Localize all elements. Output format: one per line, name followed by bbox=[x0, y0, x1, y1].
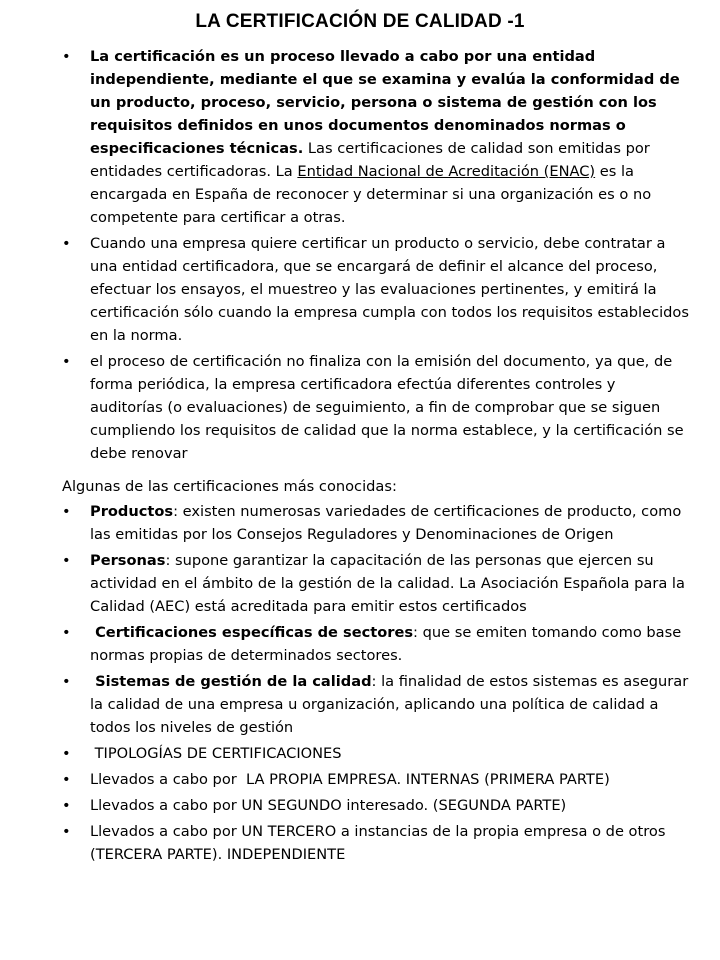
bullet-icon: • bbox=[62, 624, 71, 641]
list-item bbox=[62, 820, 692, 866]
renewal-text: el proceso de certificación no finaliza con la emisión del documento, ya que, de forma periódica, la empresa certificadora efectúa diferentes controles y auditorías (o evaluaciones) de seguimiento, a fin de comprobar que se siguen cumpliendo los requisitos de calidad que la norma establece, y la certificación se debe renovar bbox=[90, 353, 684, 462]
personas-text: : supone garantizar la capacitación de las personas que ejercen su actividad en el ámbito de la gestión de la calidad. La Asociación Española para la Calidad (AEC) está acreditada para emitir estos certificados bbox=[90, 552, 685, 615]
bullet-icon: • bbox=[62, 797, 71, 814]
tercera-parte-text: Llevados a cabo por UN TERCERO a instancias de la propia empresa o de otros (TERCERA PARTE). INDEPENDIENTE bbox=[90, 823, 666, 863]
list-item bbox=[62, 45, 692, 229]
sectores-text: : que se emiten tomando como base normas propias de determinados sectores. bbox=[90, 624, 682, 664]
bullet-icon: • bbox=[62, 503, 71, 520]
segunda-parte-text: Llevados a cabo por UN SEGUNDO interesado. (SEGUNDA PARTE) bbox=[90, 797, 567, 814]
definition-text-end: es la encargada en España de reconocer y determinar si una organización es o no competente para certificar a otras. bbox=[90, 163, 652, 226]
internas-text: Llevados a cabo por LA PROPIA EMPRESA. INTERNAS (PRIMERA PARTE) bbox=[90, 771, 610, 788]
list-item bbox=[62, 670, 692, 739]
bullet-icon: • bbox=[62, 745, 71, 762]
sectores-label: Certificaciones específicas de sectores bbox=[90, 624, 414, 641]
list-item bbox=[62, 794, 692, 817]
list-item bbox=[62, 549, 692, 618]
sistemas-label: Sistemas de gestión de la calidad bbox=[90, 673, 372, 690]
bullet-icon: • bbox=[62, 673, 71, 690]
definition-list bbox=[62, 45, 692, 468]
definition-text: Las certificaciones de calidad son emitidas por entidades certificadoras. La bbox=[90, 140, 650, 180]
page-title: LA CERTIFICACIÓN DE CALIDAD -1 bbox=[195, 11, 525, 32]
bullet-icon: • bbox=[62, 353, 71, 370]
enac-link[interactable]: Entidad Nacional de Acreditación (ENAC) bbox=[297, 163, 596, 180]
productos-label: Productos bbox=[90, 503, 174, 520]
sistemas-text: : la finalidad de estos sistemas es asegurar la calidad de una empresa u organización, aplicando una política de calidad a todos los niveles de gestión bbox=[90, 673, 689, 736]
process-text: Cuando una empresa quiere certificar un producto o servicio, debe contratar a una entidad certificadora, que se encargará de definir el alcance del proceso, efectuar los ensayos, el muestreo y las evaluaciones pertinentes, y emitirá la certificación sólo cuando la empresa cumpla con todos los requisitos establecidos en la norma. bbox=[90, 235, 689, 344]
bullet-icon: • bbox=[62, 823, 71, 840]
personas-label: Personas bbox=[90, 552, 166, 569]
bullet-icon: • bbox=[62, 771, 71, 788]
list-item bbox=[62, 500, 692, 546]
list-item bbox=[62, 621, 692, 667]
intro-text: Algunas de las certificaciones más conocidas: bbox=[62, 478, 397, 495]
bullet-icon: • bbox=[62, 552, 71, 569]
list-item bbox=[62, 350, 692, 465]
bullet-icon: • bbox=[62, 235, 71, 252]
list-item bbox=[62, 742, 692, 765]
definition-bold-text: La certificación es un proceso llevado a cabo por una entidad independiente, mediante el que se examina y evalúa la conformidad de un producto, proceso, servicio, persona o sistema de gestión con los requisitos definidos en unos documentos denominados normas o especificaciones técnicas. bbox=[90, 48, 680, 157]
productos-text: : existen numerosas variedades de certificaciones de producto, como las emitidas por los Consejos Reguladores y Denominaciones de Origen bbox=[90, 503, 682, 543]
list-item bbox=[62, 768, 692, 791]
list-item bbox=[62, 232, 692, 347]
tipologias-heading: TIPOLOGÍAS DE CERTIFICACIONES bbox=[90, 745, 342, 762]
bullet-icon: • bbox=[62, 48, 71, 65]
certifications-list bbox=[62, 500, 692, 869]
